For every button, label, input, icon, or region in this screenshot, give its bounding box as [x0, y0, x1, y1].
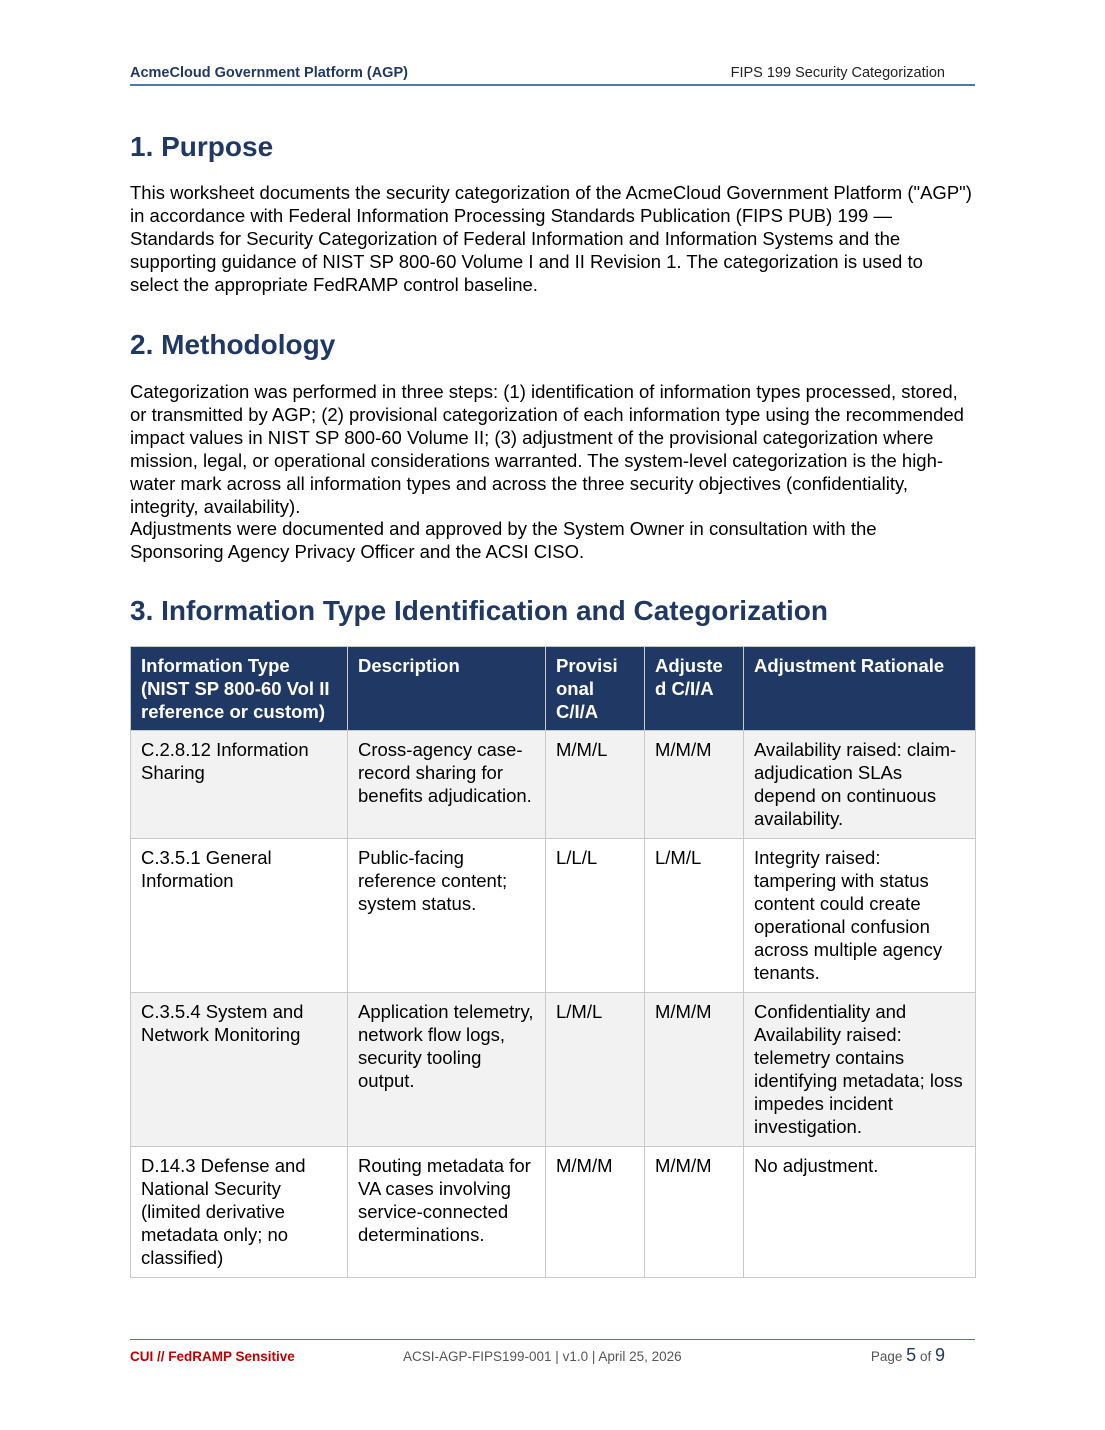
- cell-adjustment-rationale: No adjustment.: [744, 1147, 976, 1278]
- cell-description: Public-facing reference content; system status.: [348, 839, 546, 993]
- cell-provisional-cia: M/M/L: [546, 731, 645, 839]
- page-total: 9: [934, 1345, 945, 1365]
- purpose-paragraph: This worksheet documents the security categorization of the AcmeCloud Government Platform ("AGP") in accordance with Federal Information Processing Standards Publication (FIPS PUB) 199 — Standards for Security Categorization of Federal Information and Information Systems and the supporting guidance of NIST SP 800-60 Volume I and II Revision 1. The categorization is used to select the appropriate FedRAMP control baseline.: [130, 182, 972, 295]
- cell-adjusted-cia: L/M/L: [645, 839, 744, 993]
- column-header-adjusted-cia: Adjuste d C/I/A: [645, 647, 744, 731]
- column-header-information-type: Information Type (NIST SP 800-60 Vol II reference or custom): [131, 647, 348, 731]
- table-row: [131, 1147, 976, 1278]
- methodology-paragraph: Categorization was performed in three steps: (1) identification of information types processed, stored, or transmitted by AGP; (2) provisional categorization of each information type using the recommended impact values in NIST SP 800-60 Volume II; (3) adjustment of the provisional categorization where mission, legal, or operational considerations warranted. The system-level categorization is the high-water mark across all information types and across the three security objectives (confidentiality, integrity, availability).: [130, 381, 964, 517]
- page-label: Page: [870, 1349, 903, 1364]
- cell-information-type: C.3.5.4 System and Network Monitoring: [131, 993, 348, 1147]
- cell-information-type: C.3.5.1 General Information: [131, 839, 348, 993]
- cell-description: Application telemetry, network flow logs, security tooling output.: [348, 993, 546, 1147]
- page-current: 5: [906, 1345, 917, 1365]
- cell-provisional-cia: L/L/L: [546, 839, 645, 993]
- cell-adjustment-rationale: Availability raised: claim-adjudication SLAs depend on continuous availability.: [744, 731, 976, 839]
- cell-description: Cross-agency case-record sharing for benefits adjudication.: [348, 731, 546, 839]
- section-heading-purpose: 1. Purpose: [130, 131, 274, 162]
- table-row: [131, 839, 976, 993]
- page-of-label: of: [919, 1349, 932, 1364]
- document-page: [130, 0, 975, 1430]
- cell-adjustment-rationale: Confidentiality and Availability raised: telemetry contains identifying metadata; loss impedes incident investigation.: [744, 993, 976, 1147]
- cell-provisional-cia: L/M/L: [546, 993, 645, 1147]
- page-number: [871, 1345, 945, 1366]
- cell-information-type: D.14.3 Defense and National Security (limited derivative metadata only; no classified): [131, 1147, 348, 1278]
- cell-adjusted-cia: M/M/M: [645, 731, 744, 839]
- column-header-adjustment-rationale: Adjustment Rationale: [744, 647, 976, 731]
- cell-description: Routing metadata for VA cases involving service-connected determinations.: [348, 1147, 546, 1278]
- table-header-row: [131, 647, 976, 731]
- categorization-table: [130, 646, 976, 1278]
- column-header-provisional-cia: Provisi onal C/I/A: [546, 647, 645, 731]
- header-document-title: FIPS 199 Security Categorization: [730, 65, 945, 81]
- cell-adjusted-cia: M/M/M: [645, 993, 744, 1147]
- section-heading-methodology: 2. Methodology: [130, 329, 336, 360]
- section-heading-categorization: 3. Information Type Identification and Categorization: [130, 595, 828, 626]
- document-id: ACSI-AGP-FIPS199-001 | v1.0 | April 25, 2026: [403, 1349, 682, 1364]
- table-row: [131, 731, 976, 839]
- cell-adjustment-rationale: Integrity raised: tampering with status content could create operational confusion across multiple agency tenants.: [744, 839, 976, 993]
- header-system-name: AcmeCloud Government Platform (AGP): [130, 65, 408, 81]
- cui-marking: CUI // FedRAMP Sensitive: [130, 1349, 295, 1364]
- cell-information-type: C.2.8.12 Information Sharing: [131, 731, 348, 839]
- column-header-description: Description: [348, 647, 546, 731]
- methodology-adjustments-paragraph: Adjustments were documented and approved by the System Owner in consultation with the Sponsoring Agency Privacy Officer and the ACSI CISO.: [130, 518, 877, 562]
- cell-provisional-cia: M/M/M: [546, 1147, 645, 1278]
- running-header: [130, 64, 975, 86]
- cell-adjusted-cia: M/M/M: [645, 1147, 744, 1278]
- running-footer: [130, 1339, 975, 1370]
- table-row: [131, 993, 976, 1147]
